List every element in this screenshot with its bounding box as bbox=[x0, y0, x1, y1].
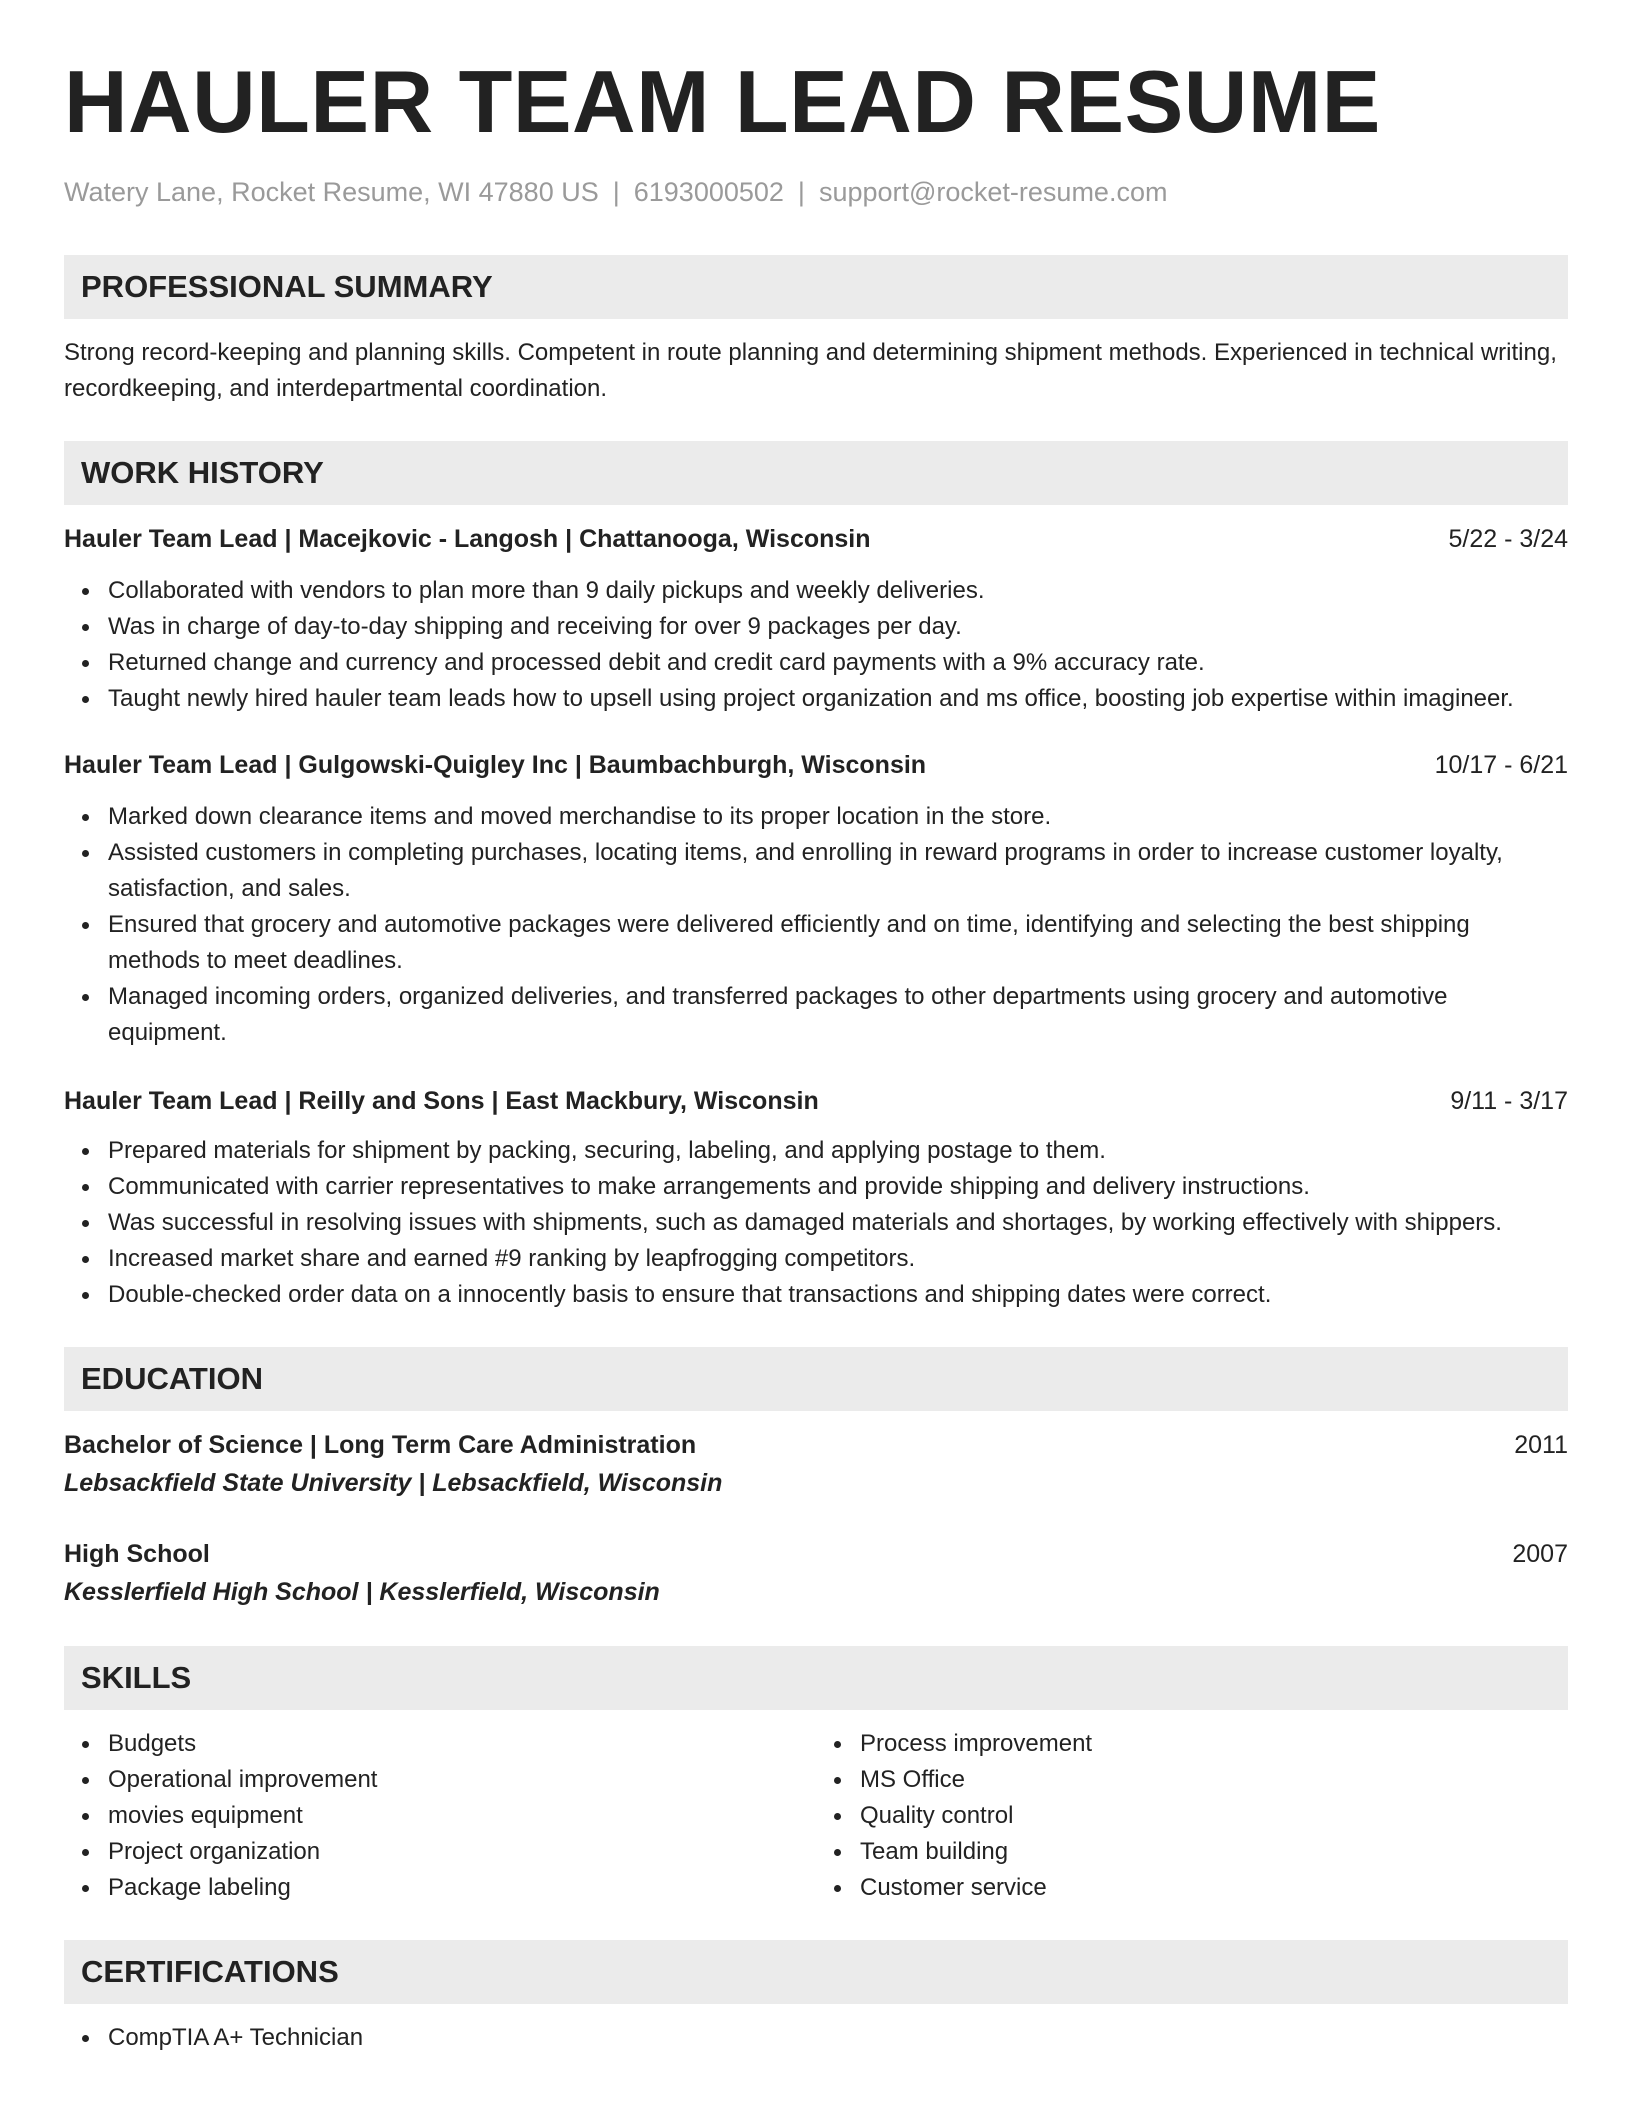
job-dates: 10/17 - 6/21 bbox=[1434, 751, 1568, 780]
contact-separator: | bbox=[797, 177, 805, 207]
education-year: 2007 bbox=[1512, 1540, 1568, 1569]
job-bullet: Was in charge of day-to-day shipping and receiving for over 9 packages per day. bbox=[108, 609, 1568, 645]
summary-text: Strong record-keeping and planning skills. Competent in route planning and determining shipment methods. Experienced in technical writing, recordkeeping, and interdepartmental coordination. bbox=[64, 339, 1557, 403]
skills-columns bbox=[64, 1710, 1568, 1906]
summary-heading: PROFESSIONAL SUMMARY bbox=[64, 255, 1568, 319]
skill-item: Budgets bbox=[108, 1726, 816, 1762]
job-entry bbox=[64, 747, 1568, 1051]
skills-list-right bbox=[816, 1726, 1568, 1906]
job-bullet: Ensured that grocery and automotive packages were delivered efficiently and on time, identifying and selecting the best shipping methods to meet deadlines. bbox=[108, 907, 1568, 979]
contact-line bbox=[64, 176, 1568, 208]
skill-item: movies equipment bbox=[108, 1798, 816, 1834]
job-bullet: Returned change and currency and processed debit and credit card payments with a 9% accuracy rate. bbox=[108, 645, 1568, 681]
education-school: Kesslerfield High School | Kesslerfield, Wisconsin bbox=[64, 1578, 660, 1607]
skill-item: Customer service bbox=[860, 1870, 1568, 1906]
contact-separator: | bbox=[612, 177, 620, 207]
certifications-heading: CERTIFICATIONS bbox=[64, 1940, 1568, 2004]
education-degree: High School bbox=[64, 1540, 210, 1569]
contact-phone: 6193000502 bbox=[633, 177, 784, 207]
job-bullet: Prepared materials for shipment by packing, securing, labeling, and applying postage to them. bbox=[108, 1133, 1568, 1169]
education-school: Lebsackfield State University | Lebsackfield, Wisconsin bbox=[64, 1469, 723, 1498]
job-dates: 5/22 - 3/24 bbox=[1448, 525, 1568, 554]
education-entry bbox=[64, 1536, 1568, 1612]
contact-address: Watery Lane, Rocket Resume, WI 47880 US bbox=[64, 177, 599, 207]
certification-item: CompTIA A+ Technician bbox=[108, 2020, 1568, 2056]
job-bullet: Was successful in resolving issues with shipments, such as damaged materials and shortages, by working effectively with shippers. bbox=[108, 1205, 1568, 1241]
education-degree: Bachelor of Science | Long Term Care Administration bbox=[64, 1431, 697, 1460]
job-bullet: Marked down clearance items and moved merchandise to its proper location in the store. bbox=[108, 799, 1568, 835]
certifications-list bbox=[64, 2020, 1568, 2056]
job-bullets bbox=[64, 1133, 1568, 1313]
skill-item: Team building bbox=[860, 1834, 1568, 1870]
job-bullet: Collaborated with vendors to plan more than 9 daily pickups and weekly deliveries. bbox=[108, 573, 1568, 609]
education-year: 2011 bbox=[1514, 1431, 1568, 1460]
skills-list-left bbox=[64, 1726, 816, 1906]
education-header bbox=[64, 1536, 1568, 1572]
skill-item: MS Office bbox=[860, 1762, 1568, 1798]
job-dates: 9/11 - 3/17 bbox=[1450, 1087, 1568, 1116]
skill-item: Project organization bbox=[108, 1834, 816, 1870]
job-header bbox=[64, 747, 1568, 783]
job-header bbox=[64, 1083, 1568, 1119]
job-bullet: Managed incoming orders, organized deliveries, and transferred packages to other departments using grocery and automotive equipment. bbox=[108, 979, 1568, 1051]
job-title: Hauler Team Lead | Reilly and Sons | East Mackbury, Wisconsin bbox=[64, 1087, 819, 1116]
job-bullet: Increased market share and earned #9 ranking by leapfrogging competitors. bbox=[108, 1241, 1568, 1277]
education-entry bbox=[64, 1427, 1568, 1503]
work-history-heading: WORK HISTORY bbox=[64, 441, 1568, 505]
job-bullet: Taught newly hired hauler team leads how to upsell using project organization and ms office, boosting job expertise within imagineer. bbox=[108, 681, 1568, 717]
job-bullet: Communicated with carrier representatives to make arrangements and provide shipping and delivery instructions. bbox=[108, 1169, 1568, 1205]
job-bullets bbox=[64, 799, 1568, 1051]
contact-email: support@rocket-resume.com bbox=[818, 177, 1168, 207]
job-header bbox=[64, 521, 1568, 557]
job-entry bbox=[64, 1083, 1568, 1313]
resume-title: HAULER TEAM LEAD RESUME bbox=[64, 52, 1381, 151]
job-bullet: Double-checked order data on a innocently basis to ensure that transactions and shipping dates were correct. bbox=[108, 1277, 1568, 1313]
job-entry bbox=[64, 521, 1568, 717]
education-heading: EDUCATION bbox=[64, 1347, 1568, 1411]
job-title: Hauler Team Lead | Macejkovic - Langosh | Chattanooga, Wisconsin bbox=[64, 525, 871, 554]
job-bullets bbox=[64, 573, 1568, 717]
education-header bbox=[64, 1427, 1568, 1463]
job-bullet: Assisted customers in completing purchases, locating items, and enrolling in reward programs in order to increase customer loyalty, satisfaction, and sales. bbox=[108, 835, 1568, 907]
job-title: Hauler Team Lead | Gulgowski-Quigley Inc | Baumbachburgh, Wisconsin bbox=[64, 751, 927, 780]
skill-item: Process improvement bbox=[860, 1726, 1568, 1762]
skills-heading: SKILLS bbox=[64, 1646, 1568, 1710]
skill-item: Operational improvement bbox=[108, 1762, 816, 1798]
skill-item: Quality control bbox=[860, 1798, 1568, 1834]
skill-item: Package labeling bbox=[108, 1870, 816, 1906]
